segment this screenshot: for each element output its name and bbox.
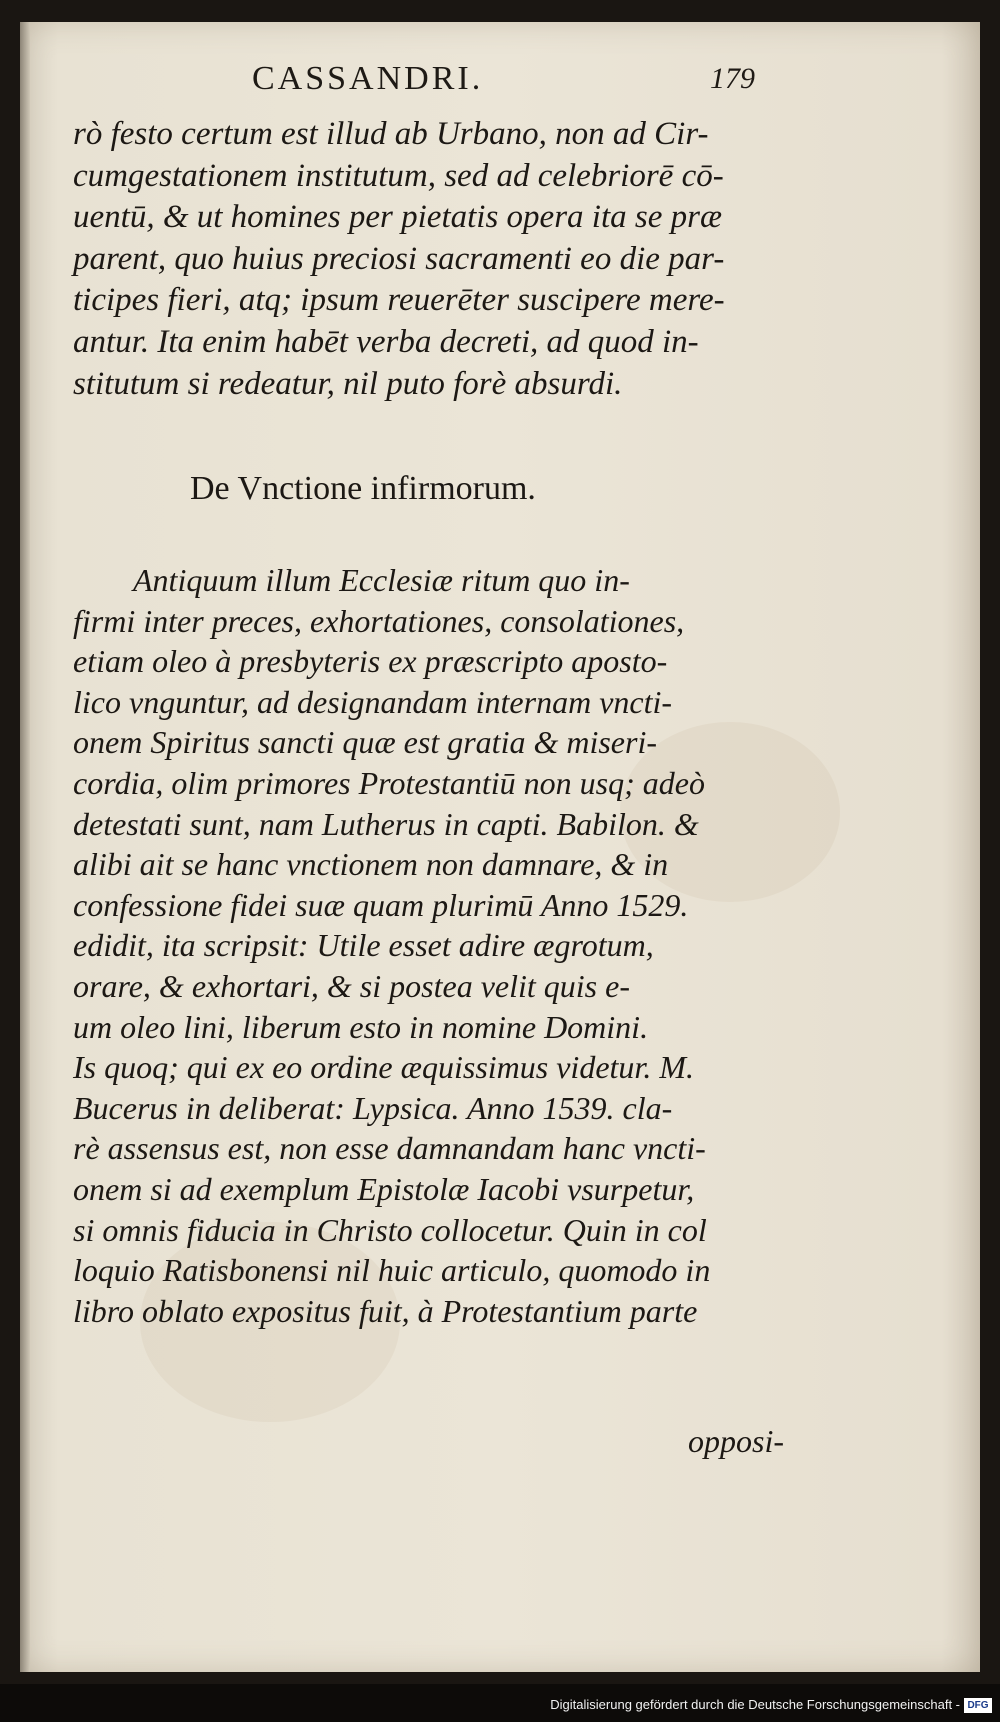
running-head: CASSANDRI. xyxy=(252,60,484,97)
book-page xyxy=(20,22,980,1672)
text-line: Bucerus in deliberat: Lypsica. Anno 1539. cla- xyxy=(73,1089,673,1126)
paragraph-unction xyxy=(73,560,783,1331)
digitization-credit: Digitalisierung gefördert durch die Deutsche Forschungsgemeinschaft - xyxy=(550,1697,960,1712)
text-line: edidit, ita scripsit: Utile esset adire ægrotum, xyxy=(73,927,654,964)
text-line: orare, & exhortari, & si postea velit quis e- xyxy=(73,967,630,1004)
text-line: loquio Ratisbonensi nil huic articulo, quomodo in xyxy=(73,1252,711,1289)
page-header xyxy=(20,60,980,110)
footer-bar xyxy=(0,1684,1000,1722)
paragraph-continued xyxy=(73,114,783,405)
dfg-logo: DFG xyxy=(964,1698,992,1713)
text-line: confessione fidei suæ quam plurimū Anno 1529. xyxy=(73,886,689,923)
text-line: detestati sunt, nam Lutherus in capti. Babilon. & xyxy=(73,805,699,842)
text-line: stitutum si redeatur, nil puto forè absurdi. xyxy=(73,365,623,402)
text-line: lico vnguntur, ad designandam internam vncti- xyxy=(73,683,673,720)
text-line: libro oblato expositus fuit, à Protestantium parte xyxy=(73,1292,698,1329)
catchword: opposi- xyxy=(688,1423,784,1459)
text-line: rò festo certum est illud ab Urbano, non ad Cir- xyxy=(73,116,709,152)
text-line: uentū, & ut homines per pietatis opera ita se præ xyxy=(73,199,722,236)
text-line: rè assensus est, non esse damnandam hanc vncti- xyxy=(73,1130,706,1167)
text-line: antur. Ita enim habēt verba decreti, ad quod in- xyxy=(73,323,699,360)
page-gutter xyxy=(20,22,30,1672)
text-line: onem si ad exemplum Epistolæ Iacobi vsurpetur, xyxy=(73,1170,695,1207)
text-line: Is quoq; qui ex eo ordine æquissimus videtur. M. xyxy=(73,1049,694,1086)
text-line: alibi ait se hanc vnctionem non damnare, & in xyxy=(73,846,669,883)
text-line: si omnis fiducia in Christo collocetur. Quin in col xyxy=(73,1211,707,1248)
section-heading: De Vnctione infirmorum. xyxy=(190,470,536,507)
text-line: onem Spiritus sancti quæ est gratia & miseri- xyxy=(73,724,657,761)
text-line: Antiquum illum Ecclesiæ ritum quo in- xyxy=(133,562,630,598)
text-line: ticipes fieri, atq; ipsum reuerēter suscipere mere- xyxy=(73,282,725,319)
text-line: etiam oleo à presbyteris ex præscripto aposto- xyxy=(73,643,668,680)
text-line: um oleo lini, liberum esto in nomine Domini. xyxy=(73,1008,649,1045)
text-line: cumgestationem institutum, sed ad celebriorē cō- xyxy=(73,157,724,194)
text-line: parent, quo huius preciosi sacramenti eo die par- xyxy=(73,240,725,277)
text-line: cordia, olim primores Protestantiū non usq; adeò xyxy=(73,764,705,801)
page-number: 179 xyxy=(710,62,755,95)
text-line: firmi inter preces, exhortationes, consolationes, xyxy=(73,602,685,639)
